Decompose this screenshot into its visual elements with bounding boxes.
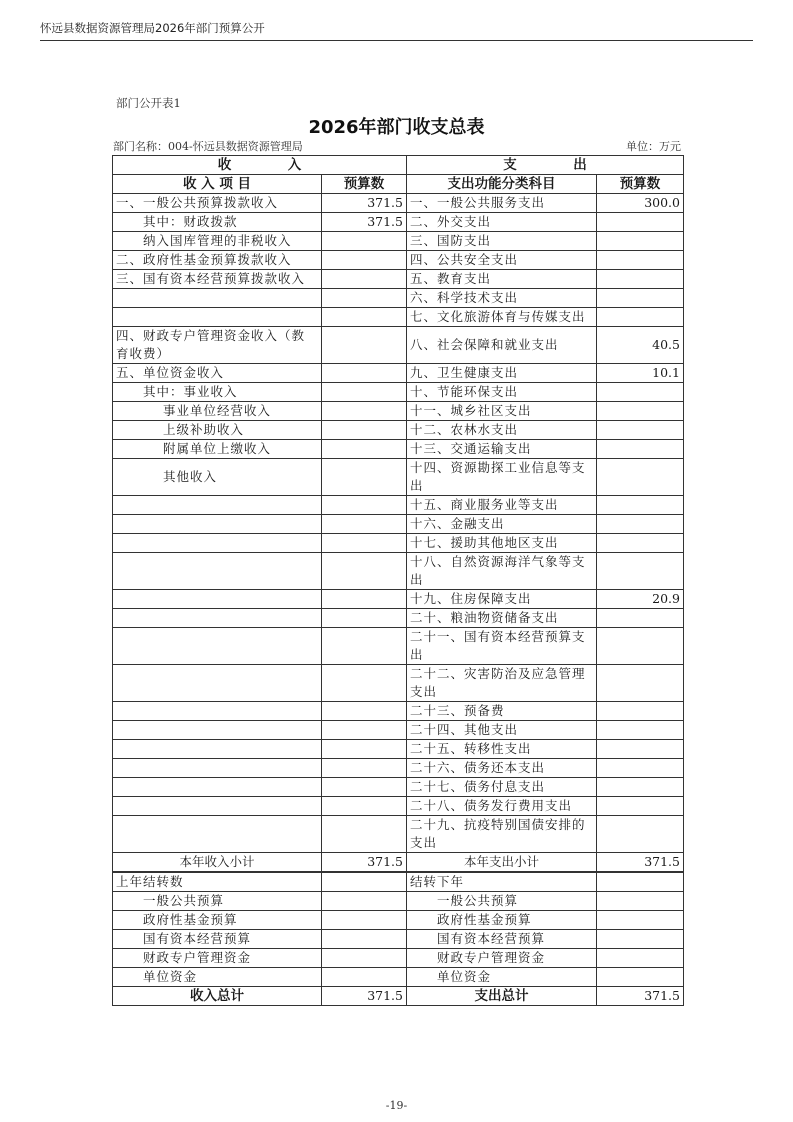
- income-label: 其中：事业收入: [113, 383, 322, 402]
- income-amount: [322, 232, 407, 251]
- income-label: [113, 665, 322, 702]
- income-amount: [322, 402, 407, 421]
- income-amount: [322, 251, 407, 270]
- expense-label: 十一、城乡社区支出: [407, 402, 597, 421]
- income-amount: [322, 702, 407, 721]
- income-label: 其中：财政拨款: [113, 213, 322, 232]
- income-label: [113, 759, 322, 778]
- income-label: 单位资金: [113, 968, 322, 987]
- expense-amount: [597, 251, 684, 270]
- expense-label: 二十八、债务发行费用支出: [407, 797, 597, 816]
- expense-amount: [597, 270, 684, 289]
- table-row: [113, 289, 684, 308]
- expense-amount: 300.0: [597, 194, 684, 213]
- expense-label: 二十三、预备费: [407, 702, 597, 721]
- table-row: [113, 327, 684, 364]
- table-row: [113, 459, 684, 496]
- income-amount: [322, 930, 407, 949]
- expense-label: 十七、援助其他地区支出: [407, 534, 597, 553]
- expense-amount: [597, 816, 684, 853]
- expense-amount: [597, 609, 684, 628]
- expense-label: 结转下年: [407, 873, 597, 892]
- income-label: 附属单位上缴收入: [113, 440, 322, 459]
- expense-amount: [597, 383, 684, 402]
- expense-amount: [597, 665, 684, 702]
- expense-amount: [597, 440, 684, 459]
- income-label: [113, 289, 322, 308]
- unit-label: 单位：万元: [626, 140, 681, 153]
- income-label: [113, 816, 322, 853]
- income-label: 政府性基金预算: [113, 911, 322, 930]
- table-row: [113, 534, 684, 553]
- income-label: 五、单位资金收入: [113, 364, 322, 383]
- income-total-label: 收入总计: [113, 987, 322, 1006]
- table-row: [113, 364, 684, 383]
- expense-amount: 20.9: [597, 590, 684, 609]
- income-amount: [322, 440, 407, 459]
- expense-label: 二十四、其他支出: [407, 721, 597, 740]
- expense-amount: [597, 308, 684, 327]
- page-header-title: 怀远县数据资源管理局2026年部门预算公开: [40, 21, 265, 35]
- expense-label: 六、科学技术支出: [407, 289, 597, 308]
- table-row: [113, 515, 684, 534]
- expense-header: 支 出: [407, 156, 684, 175]
- table-row: [113, 721, 684, 740]
- income-total-amount: 371.5: [322, 987, 407, 1006]
- table-row: [113, 496, 684, 515]
- expense-amount: [597, 628, 684, 665]
- expense-item-header: 支出功能分类科目: [407, 175, 597, 194]
- income-label: 其他收入: [113, 459, 322, 496]
- expense-amount: [597, 892, 684, 911]
- income-amount: 371.5: [322, 194, 407, 213]
- income-amount: [322, 628, 407, 665]
- table-row: [113, 949, 684, 968]
- expense-amount: [597, 911, 684, 930]
- income-amount: [322, 270, 407, 289]
- table-row: [113, 270, 684, 289]
- expense-amount-header: 预算数: [597, 175, 684, 194]
- income-amount: [322, 496, 407, 515]
- expense-amount: [597, 496, 684, 515]
- expense-amount: [597, 402, 684, 421]
- income-label: 三、国有资本经营预算拨款收入: [113, 270, 322, 289]
- table-row: [113, 232, 684, 251]
- income-label: 一般公共预算: [113, 892, 322, 911]
- income-amount: 371.5: [322, 213, 407, 232]
- income-amount: [322, 740, 407, 759]
- expense-amount: [597, 232, 684, 251]
- total-row: [113, 987, 684, 1006]
- income-amount: [322, 892, 407, 911]
- expense-label: 二十二、灾害防治及应急管理支出: [407, 665, 597, 702]
- table-row: [113, 553, 684, 590]
- income-label: [113, 553, 322, 590]
- expense-amount: [597, 553, 684, 590]
- subtotal-row: [113, 853, 684, 872]
- expense-amount: [597, 797, 684, 816]
- income-label: [113, 590, 322, 609]
- income-label: [113, 702, 322, 721]
- expense-label: 十二、农林水支出: [407, 421, 597, 440]
- expense-label: 政府性基金预算: [407, 911, 597, 930]
- expense-amount: [597, 721, 684, 740]
- expense-label: 五、教育支出: [407, 270, 597, 289]
- table-row: [113, 892, 684, 911]
- expense-amount: [597, 759, 684, 778]
- table-row: [113, 590, 684, 609]
- income-amount: [322, 421, 407, 440]
- income-amount: [322, 816, 407, 853]
- expense-subtotal-label: 本年支出小计: [407, 853, 597, 872]
- expense-total-amount: 371.5: [597, 987, 684, 1006]
- expense-amount: [597, 873, 684, 892]
- income-label: 财政专户管理资金: [113, 949, 322, 968]
- income-label: [113, 515, 322, 534]
- table-row: [113, 873, 684, 892]
- income-amount: [322, 911, 407, 930]
- form-number: 部门公开表1: [116, 96, 181, 110]
- expense-label: 七、文化旅游体育与传媒支出: [407, 308, 597, 327]
- table-row: [113, 194, 684, 213]
- expense-label: 十五、商业服务业等支出: [407, 496, 597, 515]
- income-amount: [322, 590, 407, 609]
- table-row: [113, 740, 684, 759]
- expense-amount: 10.1: [597, 364, 684, 383]
- income-amount: [322, 665, 407, 702]
- expense-label: 四、公共安全支出: [407, 251, 597, 270]
- expense-label: 十、节能环保支出: [407, 383, 597, 402]
- income-subtotal-amount: 371.5: [322, 853, 407, 872]
- expense-label: 一、一般公共服务支出: [407, 194, 597, 213]
- expense-label: 一般公共预算: [407, 892, 597, 911]
- table-row: [113, 665, 684, 702]
- income-label: [113, 534, 322, 553]
- expense-amount: [597, 213, 684, 232]
- income-label: 国有资本经营预算: [113, 930, 322, 949]
- expense-label: 单位资金: [407, 968, 597, 987]
- income-amount: [322, 609, 407, 628]
- expense-label: 二十五、转移性支出: [407, 740, 597, 759]
- expense-label: 八、社会保障和就业支出: [407, 327, 597, 364]
- table-row: [113, 797, 684, 816]
- expense-label: 十六、金融支出: [407, 515, 597, 534]
- income-label: [113, 797, 322, 816]
- income-amount: [322, 308, 407, 327]
- table-row: [113, 440, 684, 459]
- income-item-header: 收 入 项 目: [113, 175, 322, 194]
- expense-label: 九、卫生健康支出: [407, 364, 597, 383]
- expense-label: 十四、资源勘探工业信息等支出: [407, 459, 597, 496]
- table-row: [113, 402, 684, 421]
- table-row: [113, 308, 684, 327]
- income-amount: [322, 949, 407, 968]
- table-row: [113, 421, 684, 440]
- income-header: 收 入: [113, 156, 407, 175]
- expense-label: 国有资本经营预算: [407, 930, 597, 949]
- expense-amount: [597, 289, 684, 308]
- expense-label: 二十、粮油物资储备支出: [407, 609, 597, 628]
- table-row: [113, 251, 684, 270]
- expense-label: 财政专户管理资金: [407, 949, 597, 968]
- income-amount: [322, 515, 407, 534]
- expense-amount: [597, 930, 684, 949]
- expense-amount: [597, 459, 684, 496]
- expense-amount: [597, 968, 684, 987]
- income-amount-header: 预算数: [322, 175, 407, 194]
- income-amount: [322, 289, 407, 308]
- income-label: [113, 740, 322, 759]
- income-label: 纳入国库管理的非税收入: [113, 232, 322, 251]
- header-rule: [40, 40, 753, 41]
- table-row: [113, 930, 684, 949]
- income-amount: [322, 873, 407, 892]
- table-row: [113, 213, 684, 232]
- income-label: [113, 496, 322, 515]
- expense-label: 二十七、债务付息支出: [407, 778, 597, 797]
- income-label: [113, 778, 322, 797]
- table-row: [113, 778, 684, 797]
- income-amount: [322, 364, 407, 383]
- income-amount: [322, 459, 407, 496]
- income-label: [113, 721, 322, 740]
- table-row: [113, 383, 684, 402]
- income-amount: [322, 797, 407, 816]
- income-label: 事业单位经营收入: [113, 402, 322, 421]
- expense-label: 十九、住房保障支出: [407, 590, 597, 609]
- income-label: 二、政府性基金预算拨款收入: [113, 251, 322, 270]
- page-number: -19-: [385, 1099, 408, 1112]
- table-row: [113, 816, 684, 853]
- expense-label: 二十一、国有资本经营预算支出: [407, 628, 597, 665]
- expense-label: 十三、交通运输支出: [407, 440, 597, 459]
- expense-amount: [597, 421, 684, 440]
- income-amount: [322, 534, 407, 553]
- expense-amount: [597, 534, 684, 553]
- table-row: [113, 911, 684, 930]
- table-row: [113, 702, 684, 721]
- income-amount: [322, 327, 407, 364]
- income-amount: [322, 778, 407, 797]
- department-label: 部门名称：004-怀远县数据资源管理局: [113, 140, 303, 153]
- income-label: [113, 628, 322, 665]
- expense-amount: [597, 949, 684, 968]
- income-amount: [322, 759, 407, 778]
- expense-amount: 40.5: [597, 327, 684, 364]
- expense-label: 十八、自然资源海洋气象等支出: [407, 553, 597, 590]
- header-row-top: [113, 156, 684, 175]
- header-row-sub: [113, 175, 684, 194]
- income-label: [113, 609, 322, 628]
- table-row: [113, 759, 684, 778]
- income-amount: [322, 553, 407, 590]
- expense-label: 二十九、抗疫特别国债安排的支出: [407, 816, 597, 853]
- expense-label: 三、国防支出: [407, 232, 597, 251]
- expense-subtotal-amount: 371.5: [597, 853, 684, 872]
- expense-amount: [597, 702, 684, 721]
- table-row: [113, 968, 684, 987]
- expense-amount: [597, 740, 684, 759]
- income-amount: [322, 968, 407, 987]
- income-label: 四、财政专户管理资金收入（教育收费）: [113, 327, 322, 364]
- table-row: [113, 628, 684, 665]
- expense-amount: [597, 778, 684, 797]
- table-row: [113, 609, 684, 628]
- table-title: 2026年部门收支总表: [308, 117, 485, 138]
- income-label: 一、一般公共预算拨款收入: [113, 194, 322, 213]
- income-subtotal-label: 本年收入小计: [113, 853, 322, 872]
- expense-total-label: 支出总计: [407, 987, 597, 1006]
- income-amount: [322, 721, 407, 740]
- income-amount: [322, 383, 407, 402]
- expense-amount: [597, 515, 684, 534]
- budget-summary-table: [112, 155, 684, 1006]
- expense-label: 二十六、债务还本支出: [407, 759, 597, 778]
- income-label: 上级补助收入: [113, 421, 322, 440]
- income-label: 上年结转数: [113, 873, 322, 892]
- expense-label: 二、外交支出: [407, 213, 597, 232]
- income-label: [113, 308, 322, 327]
